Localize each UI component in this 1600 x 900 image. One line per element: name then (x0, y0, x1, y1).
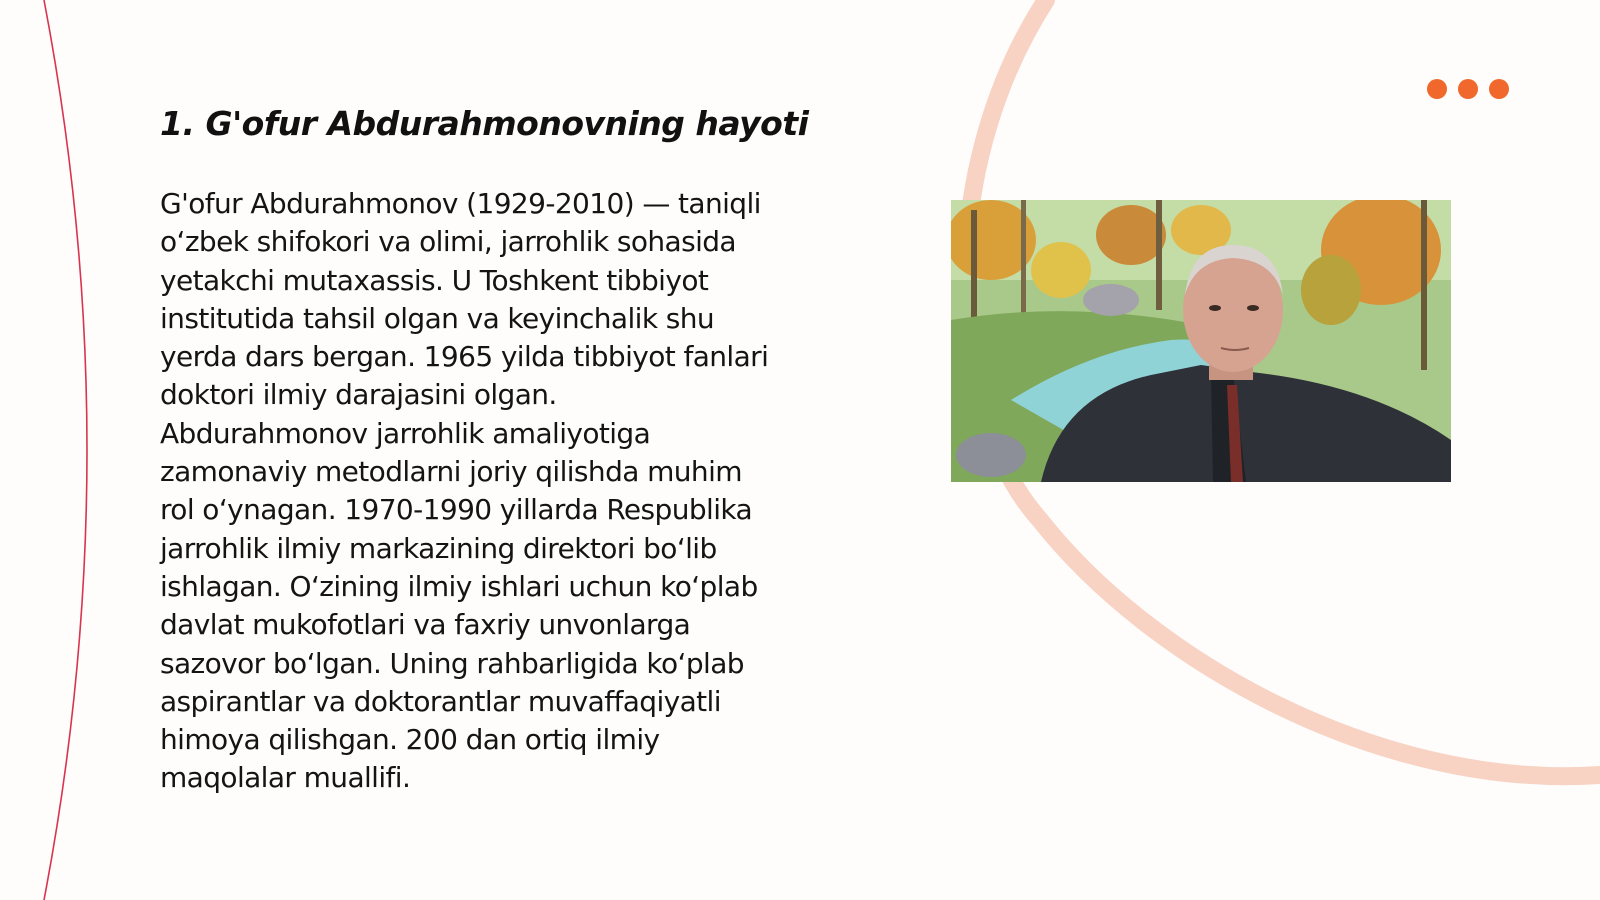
dot-icon (1458, 79, 1478, 99)
slide-title: 1. G'ofur Abdurahmonovning hayoti (160, 104, 809, 143)
more-dots-icon (1427, 79, 1509, 99)
left-accent-curve (44, 0, 87, 900)
portrait-photo (951, 200, 1451, 482)
biography-text: G'ofur Abdurahmonov (1929-2010) — taniqli o‘zbek shifokori va olimi, jarrohlik sohasida yetakchi mutaxassis. U Toshkent tibbiyot institutida tahsil olgan va keyinchalik shu yerda dars bergan. 1965 yilda tibbiyot fanlari doktori ilmiy darajasini olgan. Abdurahmonov jarrohlik amaliyotiga zamonaviy metodlarni joriy qilishda muhim rol o‘ynagan. 1970-1990 yillarda Respublika jarrohlik ilmiy markazining direktori bo‘lib ishlagan. O‘zining ilmiy ishlari uchun ko‘plab davlat mukofotlari va faxriy unvonlarga sazovor bo‘lgan. Uning rahbarligida ko‘plab aspirantlar va doktorantlar muvaffaqiyatli himoya qilishgan. 200 dan ortiq ilmiy maqolalar muallifi. (160, 187, 769, 795)
dot-icon (1427, 79, 1447, 99)
dot-icon (1489, 79, 1509, 99)
